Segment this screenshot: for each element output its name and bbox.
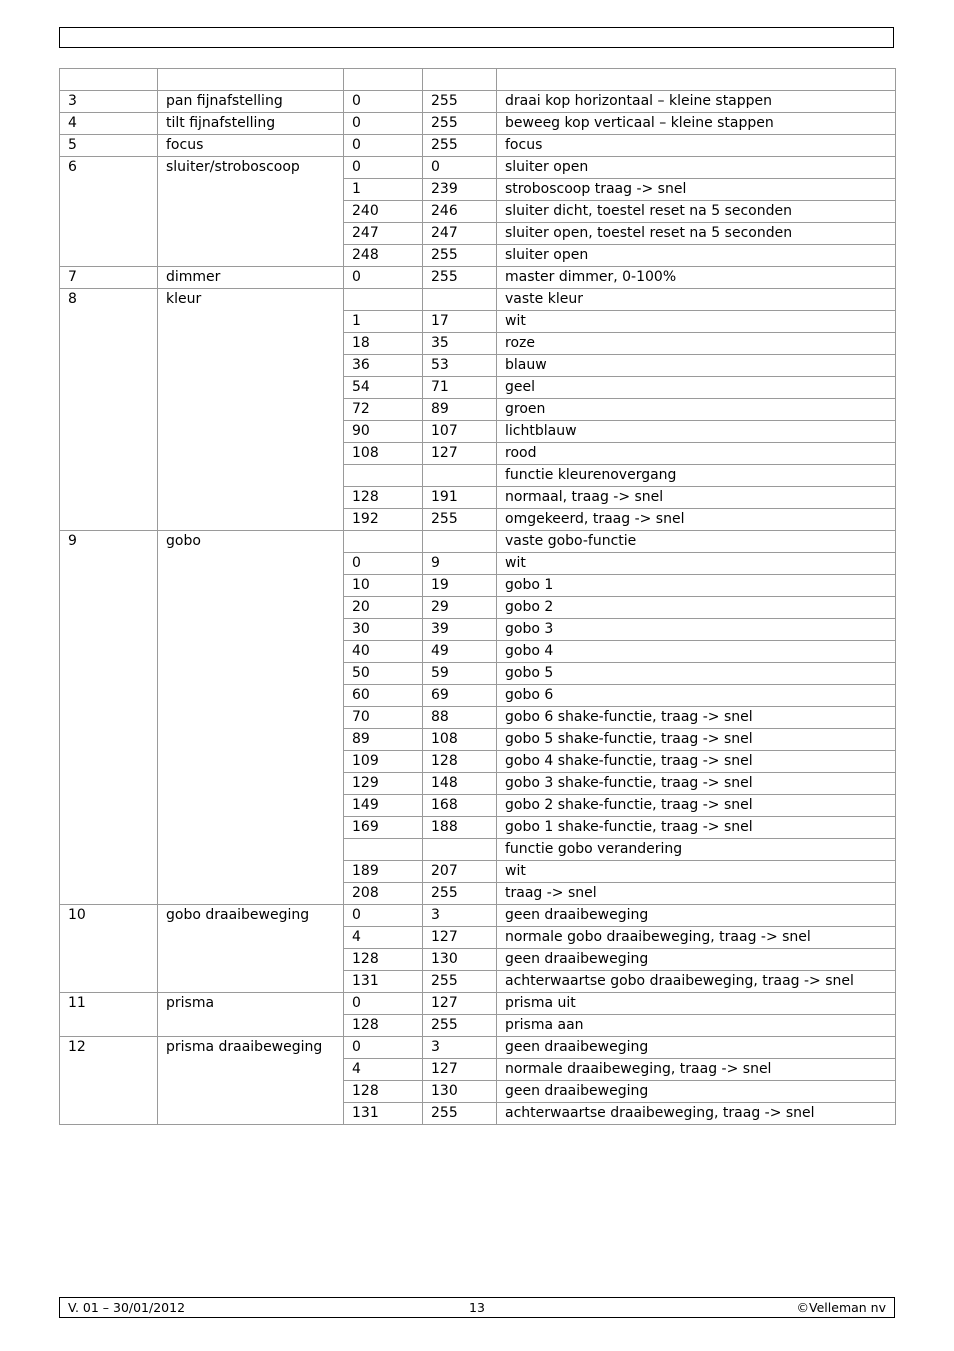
channel-number-cell: 10 [60, 905, 158, 993]
value-from-cell: 60 [344, 685, 423, 707]
channel-number-cell: 12 [60, 1037, 158, 1125]
value-to-cell [423, 289, 497, 311]
value-from-cell: 247 [344, 223, 423, 245]
description-cell: achterwaartse gobo draaibeweging, traag -> snel [497, 971, 896, 993]
value-to-cell: 255 [423, 883, 497, 905]
value-from-cell: 0 [344, 113, 423, 135]
value-to-cell: 255 [423, 509, 497, 531]
description-cell: normaal, traag -> snel [497, 487, 896, 509]
page-header-box [59, 27, 894, 48]
description-cell: rood [497, 443, 896, 465]
description-cell: functie kleurenovergang [497, 465, 896, 487]
description-cell: geen draaibeweging [497, 1081, 896, 1103]
footer-copyright: ©Velleman nv [796, 1300, 886, 1315]
channel-function-cell: sluiter/stroboscoop [158, 157, 344, 267]
value-from-cell: 248 [344, 245, 423, 267]
value-to-cell: 59 [423, 663, 497, 685]
value-to-cell [423, 531, 497, 553]
value-to-cell: 130 [423, 1081, 497, 1103]
value-to-cell: 35 [423, 333, 497, 355]
value-from-cell: 128 [344, 1015, 423, 1037]
value-from-cell [344, 839, 423, 861]
value-to-cell: 127 [423, 927, 497, 949]
description-cell: gobo 2 shake-functie, traag -> snel [497, 795, 896, 817]
description-cell: omgekeerd, traag -> snel [497, 509, 896, 531]
channel-function-cell: gobo draaibeweging [158, 905, 344, 993]
description-cell: gobo 3 shake-functie, traag -> snel [497, 773, 896, 795]
channel-number-cell: 11 [60, 993, 158, 1037]
value-from-cell: 108 [344, 443, 423, 465]
value-from-cell: 72 [344, 399, 423, 421]
description-cell: wit [497, 311, 896, 333]
description-cell: normale draaibeweging, traag -> snel [497, 1059, 896, 1081]
value-from-cell: 30 [344, 619, 423, 641]
table-row [60, 993, 896, 1015]
value-from-cell: 1 [344, 311, 423, 333]
channel-function-cell: pan fijnafstelling [158, 91, 344, 113]
description-cell: traag -> snel [497, 883, 896, 905]
value-to-cell: 255 [423, 1103, 497, 1125]
channel-number-cell: 5 [60, 135, 158, 157]
description-cell: gobo 5 shake-functie, traag -> snel [497, 729, 896, 751]
description-cell: vaste kleur [497, 289, 896, 311]
value-from-cell: 128 [344, 1081, 423, 1103]
value-to-cell: 53 [423, 355, 497, 377]
channel-number-cell [60, 69, 158, 91]
channel-function-cell: prisma [158, 993, 344, 1037]
value-from-cell: 131 [344, 971, 423, 993]
description-cell: geen draaibeweging [497, 1037, 896, 1059]
value-to-cell: 71 [423, 377, 497, 399]
channel-number-cell: 7 [60, 267, 158, 289]
description-cell: gobo 6 [497, 685, 896, 707]
value-from-cell: 0 [344, 1037, 423, 1059]
value-from-cell: 149 [344, 795, 423, 817]
value-from-cell: 169 [344, 817, 423, 839]
description-cell: gobo 5 [497, 663, 896, 685]
value-from-cell: 0 [344, 157, 423, 179]
channel-function-cell: dimmer [158, 267, 344, 289]
value-from-cell: 129 [344, 773, 423, 795]
channel-number-cell: 4 [60, 113, 158, 135]
description-cell: sluiter dicht, toestel reset na 5 seconden [497, 201, 896, 223]
value-from-cell [344, 531, 423, 553]
description-cell: sluiter open [497, 245, 896, 267]
channel-number-cell: 3 [60, 91, 158, 113]
value-to-cell: 9 [423, 553, 497, 575]
table-row [60, 69, 896, 91]
value-from-cell: 4 [344, 1059, 423, 1081]
value-to-cell: 148 [423, 773, 497, 795]
table-row [60, 1037, 896, 1059]
value-to-cell: 127 [423, 1059, 497, 1081]
value-to-cell: 188 [423, 817, 497, 839]
value-from-cell: 20 [344, 597, 423, 619]
value-from-cell: 240 [344, 201, 423, 223]
value-to-cell: 255 [423, 971, 497, 993]
value-from-cell: 54 [344, 377, 423, 399]
description-cell: gobo 2 [497, 597, 896, 619]
description-cell: gobo 6 shake-functie, traag -> snel [497, 707, 896, 729]
value-to-cell: 19 [423, 575, 497, 597]
description-cell: achterwaartse draaibeweging, traag -> snel [497, 1103, 896, 1125]
channel-function-cell: gobo [158, 531, 344, 905]
value-from-cell: 18 [344, 333, 423, 355]
description-cell: sluiter open [497, 157, 896, 179]
footer-page-number: 13 [469, 1300, 485, 1315]
value-from-cell: 128 [344, 949, 423, 971]
table-row [60, 157, 896, 179]
value-from-cell: 0 [344, 135, 423, 157]
page-footer [59, 1297, 895, 1318]
value-to-cell: 168 [423, 795, 497, 817]
value-to-cell: 246 [423, 201, 497, 223]
table-row [60, 267, 896, 289]
value-to-cell [423, 839, 497, 861]
value-to-cell: 255 [423, 113, 497, 135]
description-cell: blauw [497, 355, 896, 377]
channel-function-cell [158, 69, 344, 91]
description-cell: geen draaibeweging [497, 905, 896, 927]
table-row [60, 113, 896, 135]
value-to-cell: 29 [423, 597, 497, 619]
description-cell: gobo 4 shake-functie, traag -> snel [497, 751, 896, 773]
table-row [60, 905, 896, 927]
description-cell: groen [497, 399, 896, 421]
channel-number-cell: 6 [60, 157, 158, 267]
value-to-cell [423, 69, 497, 91]
channel-number-cell: 8 [60, 289, 158, 531]
value-to-cell: 207 [423, 861, 497, 883]
value-from-cell: 0 [344, 905, 423, 927]
value-from-cell: 131 [344, 1103, 423, 1125]
value-from-cell [344, 69, 423, 91]
channel-number-cell: 9 [60, 531, 158, 905]
value-from-cell: 0 [344, 553, 423, 575]
value-from-cell: 0 [344, 993, 423, 1015]
value-to-cell: 255 [423, 91, 497, 113]
description-cell: gobo 4 [497, 641, 896, 663]
value-to-cell: 239 [423, 179, 497, 201]
description-cell: roze [497, 333, 896, 355]
value-from-cell: 40 [344, 641, 423, 663]
channel-function-cell: prisma draaibeweging [158, 1037, 344, 1125]
description-cell: gobo 1 [497, 575, 896, 597]
description-cell: sluiter open, toestel reset na 5 seconden [497, 223, 896, 245]
footer-version: V. 01 – 30/01/2012 [68, 1300, 186, 1315]
value-to-cell: 69 [423, 685, 497, 707]
value-from-cell: 0 [344, 267, 423, 289]
value-from-cell: 36 [344, 355, 423, 377]
channel-function-cell: kleur [158, 289, 344, 531]
value-from-cell: 89 [344, 729, 423, 751]
value-from-cell: 109 [344, 751, 423, 773]
value-to-cell: 127 [423, 443, 497, 465]
value-to-cell: 0 [423, 157, 497, 179]
value-from-cell [344, 465, 423, 487]
value-to-cell: 108 [423, 729, 497, 751]
value-to-cell: 247 [423, 223, 497, 245]
description-cell: vaste gobo-functie [497, 531, 896, 553]
description-cell: master dimmer, 0-100% [497, 267, 896, 289]
value-to-cell [423, 465, 497, 487]
description-cell: geen draaibeweging [497, 949, 896, 971]
table-row [60, 289, 896, 311]
table-row [60, 135, 896, 157]
value-to-cell: 39 [423, 619, 497, 641]
description-cell: prisma aan [497, 1015, 896, 1037]
value-to-cell: 255 [423, 135, 497, 157]
value-to-cell: 3 [423, 905, 497, 927]
value-from-cell: 1 [344, 179, 423, 201]
description-cell: lichtblauw [497, 421, 896, 443]
description-cell: prisma uit [497, 993, 896, 1015]
value-from-cell: 50 [344, 663, 423, 685]
value-to-cell: 255 [423, 1015, 497, 1037]
value-to-cell: 255 [423, 245, 497, 267]
value-to-cell: 107 [423, 421, 497, 443]
value-from-cell: 208 [344, 883, 423, 905]
value-to-cell: 255 [423, 267, 497, 289]
value-from-cell: 90 [344, 421, 423, 443]
description-cell: focus [497, 135, 896, 157]
description-cell: wit [497, 553, 896, 575]
value-to-cell: 127 [423, 993, 497, 1015]
value-to-cell: 17 [423, 311, 497, 333]
description-cell: gobo 3 [497, 619, 896, 641]
channel-function-cell: tilt fijnafstelling [158, 113, 344, 135]
value-to-cell: 130 [423, 949, 497, 971]
description-cell: draai kop horizontaal – kleine stappen [497, 91, 896, 113]
description-cell: beweeg kop verticaal – kleine stappen [497, 113, 896, 135]
description-cell: geel [497, 377, 896, 399]
value-from-cell: 0 [344, 91, 423, 113]
value-to-cell: 89 [423, 399, 497, 421]
value-to-cell: 3 [423, 1037, 497, 1059]
table-row [60, 91, 896, 113]
description-cell: gobo 1 shake-functie, traag -> snel [497, 817, 896, 839]
value-from-cell [344, 289, 423, 311]
value-from-cell: 189 [344, 861, 423, 883]
description-cell: normale gobo draaibeweging, traag -> snel [497, 927, 896, 949]
value-from-cell: 192 [344, 509, 423, 531]
table-row [60, 531, 896, 553]
description-cell: stroboscoop traag -> snel [497, 179, 896, 201]
value-to-cell: 49 [423, 641, 497, 663]
description-cell: functie gobo verandering [497, 839, 896, 861]
description-cell [497, 69, 896, 91]
value-to-cell: 128 [423, 751, 497, 773]
channel-function-cell: focus [158, 135, 344, 157]
description-cell: wit [497, 861, 896, 883]
dmx-channel-table [59, 68, 896, 1125]
value-to-cell: 191 [423, 487, 497, 509]
value-from-cell: 4 [344, 927, 423, 949]
value-to-cell: 88 [423, 707, 497, 729]
value-from-cell: 10 [344, 575, 423, 597]
value-from-cell: 70 [344, 707, 423, 729]
value-from-cell: 128 [344, 487, 423, 509]
